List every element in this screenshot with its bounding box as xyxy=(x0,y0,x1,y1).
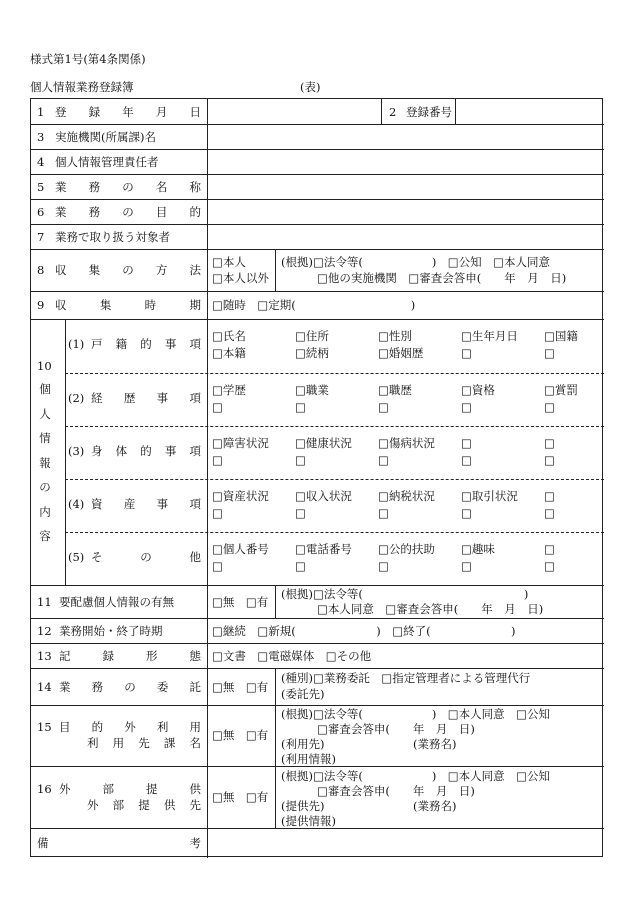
target-persons-field[interactable] xyxy=(209,225,603,248)
collection-self-checkbox[interactable]: □本人 xyxy=(212,255,246,269)
category-label: 戸 籍 的 事 項 xyxy=(91,337,201,351)
category-checkbox[interactable]: □住所 xyxy=(295,329,329,343)
department-field[interactable] xyxy=(209,125,603,148)
category-checkbox[interactable]: □続柄 xyxy=(295,346,329,360)
category-checkbox[interactable]: □ xyxy=(461,559,472,573)
category-checkbox[interactable]: □性別 xyxy=(378,329,412,343)
category-checkbox[interactable]: □ xyxy=(544,400,555,414)
remarks-label: 備 考 xyxy=(37,836,201,850)
manager-field[interactable] xyxy=(209,150,603,173)
row5-number: 5 xyxy=(37,180,45,194)
row4-label: 個人情報管理責任者 xyxy=(55,155,159,169)
registry-table xyxy=(30,98,603,857)
category-label: 身 体 的 事 項 xyxy=(91,444,201,458)
business-period-options[interactable]: □継続 □新規( ) □終了( ) xyxy=(212,624,516,638)
business-name-field[interactable] xyxy=(209,175,603,198)
row2-label: 登録番号 xyxy=(406,105,452,119)
category-checkbox[interactable]: □趣味 xyxy=(461,542,495,556)
category-checkbox[interactable]: □氏名 xyxy=(212,329,246,343)
category-label: そ の 他 xyxy=(91,550,201,564)
row3-label: 実施機関(所属課)名 xyxy=(55,130,156,144)
row15-label-1: 目 的 外 利 用 xyxy=(59,720,201,734)
row16-number: 16 xyxy=(37,782,52,796)
category-checkbox[interactable]: □生年月日 xyxy=(461,329,518,343)
category-checkbox[interactable]: □ xyxy=(544,506,555,520)
category-checkbox[interactable]: □公的扶助 xyxy=(378,542,435,556)
business-purpose-field[interactable] xyxy=(209,200,603,223)
category-checkbox[interactable]: □ xyxy=(295,400,306,414)
category-number: (3) xyxy=(68,444,85,458)
category-checkbox[interactable]: □ xyxy=(295,453,306,467)
category-checkbox[interactable]: □ xyxy=(544,436,555,450)
outsourcing-options[interactable]: □無 □有 xyxy=(212,680,269,694)
collection-basis-line1[interactable]: (根拠)□法令等( ) □公知 □本人同意 xyxy=(281,255,551,269)
category-checkbox[interactable]: □ xyxy=(378,506,389,520)
row5-label: 業 務 の 名 称 xyxy=(55,180,201,194)
category-checkbox[interactable]: □資格 xyxy=(461,383,495,397)
row11-label: 要配慮個人情報の有無 xyxy=(59,595,174,609)
external-use-info[interactable]: (利用情報) xyxy=(281,752,336,766)
outsourcing-contractor-line[interactable]: (委託先) xyxy=(281,687,325,701)
row15-label-2: 利 用 先 課 名 xyxy=(87,736,201,750)
category-checkbox[interactable]: □ xyxy=(212,506,223,520)
row2-number: 2 xyxy=(389,105,397,119)
row12-label: 業務開始・終了時期 xyxy=(59,624,163,638)
category-checkbox[interactable]: □ xyxy=(378,400,389,414)
category-number: (2) xyxy=(68,391,85,405)
category-checkbox[interactable]: □ xyxy=(544,559,555,573)
category-checkbox[interactable]: □ xyxy=(544,453,555,467)
category-checkbox[interactable]: □収入状況 xyxy=(295,489,352,503)
external-provision-business-name[interactable]: (業務名) xyxy=(413,799,457,813)
category-checkbox[interactable]: □ xyxy=(544,489,555,503)
external-provision-info[interactable]: (提供情報) xyxy=(281,814,336,828)
category-number: (4) xyxy=(68,497,85,511)
category-checkbox[interactable]: □障害状況 xyxy=(212,436,269,450)
external-use-destination[interactable]: (利用先) xyxy=(281,737,325,751)
row9-label: 収 集 時 期 xyxy=(55,298,201,312)
category-checkbox[interactable]: □資産状況 xyxy=(212,489,269,503)
external-use-options[interactable]: □無 □有 xyxy=(212,728,269,742)
registration-date-field[interactable] xyxy=(209,100,379,123)
category-checkbox[interactable]: □賞罰 xyxy=(544,383,578,397)
category-number: (1) xyxy=(68,337,85,351)
row6-label: 業 務 の 目 的 xyxy=(55,205,201,219)
category-number: (5) xyxy=(68,550,85,564)
category-checkbox[interactable]: □納税状況 xyxy=(378,489,435,503)
row7-number: 7 xyxy=(37,230,45,244)
external-provision-basis-line2[interactable]: □審査会答申( 年 月 日) xyxy=(317,784,475,798)
sensitive-info-options[interactable]: □無 □有 xyxy=(212,595,269,609)
category-checkbox[interactable]: □国籍 xyxy=(544,329,578,343)
row8-number: 8 xyxy=(37,263,45,277)
row16-label-1: 外 部 提 供 xyxy=(59,782,201,796)
row1-number: 1 xyxy=(37,105,45,119)
category-checkbox[interactable]: □ xyxy=(461,400,472,414)
row13-label: 記 録 形 態 xyxy=(59,649,201,663)
row12-number: 12 xyxy=(37,624,52,638)
external-use-basis-line2[interactable]: □審査会答申( 年 月 日) xyxy=(317,722,475,736)
record-format-options[interactable]: □文書 □電磁媒体 □その他 xyxy=(212,649,372,663)
category-label: 経 歴 事 項 xyxy=(91,391,201,405)
row4-number: 4 xyxy=(37,155,45,169)
external-use-basis-line1[interactable]: (根拠)□法令等( ) □本人同意 □公知 xyxy=(281,707,551,721)
external-provision-basis-line1[interactable]: (根拠)□法令等( ) □本人同意 □公知 xyxy=(281,769,551,783)
category-checkbox[interactable]: □ xyxy=(544,346,555,360)
category-checkbox[interactable]: □ xyxy=(461,453,472,467)
personal-info-content-label: 個人情報の内容 xyxy=(39,382,51,543)
external-provision-destination[interactable]: (提供先) xyxy=(281,799,325,813)
outsourcing-type-line[interactable]: (種別)□業務委託 □指定管理者による管理代行 xyxy=(281,671,531,685)
category-checkbox[interactable]: □健康状況 xyxy=(295,436,352,450)
category-checkbox[interactable]: □個人番号 xyxy=(212,542,269,556)
category-checkbox[interactable]: □職業 xyxy=(295,383,329,397)
category-checkbox[interactable]: □電話番号 xyxy=(295,542,352,556)
category-checkbox[interactable]: □ xyxy=(461,506,472,520)
sensitive-basis-line2[interactable]: □本人同意 □審査会答申( 年 月 日) xyxy=(317,602,544,616)
category-checkbox[interactable]: □職歴 xyxy=(378,383,412,397)
row7-label: 業務で取り扱う対象者 xyxy=(55,230,170,244)
category-checkbox[interactable]: □ xyxy=(461,436,472,450)
row9-number: 9 xyxy=(37,298,45,312)
row6-number: 6 xyxy=(37,205,45,219)
external-use-business-name[interactable]: (業務名) xyxy=(413,737,457,751)
row14-label: 業 務 の 委 託 xyxy=(59,680,201,694)
category-checkbox[interactable]: □ xyxy=(461,346,472,360)
category-checkbox[interactable]: □ xyxy=(212,453,223,467)
category-checkbox[interactable]: □ xyxy=(295,506,306,520)
form-number: 様式第1号(第4条関係) xyxy=(30,52,146,66)
row10-number: 10 xyxy=(37,359,52,373)
category-label: 資 産 事 項 xyxy=(91,497,201,511)
row13-number: 13 xyxy=(37,649,52,663)
category-checkbox[interactable]: □ xyxy=(212,559,223,573)
category-checkbox[interactable]: □ xyxy=(378,453,389,467)
row1-label: 登 録 年 月 日 xyxy=(55,105,201,119)
category-checkbox[interactable]: □取引状況 xyxy=(461,489,518,503)
row11-number: 11 xyxy=(37,595,52,609)
form-side: (表) xyxy=(300,80,321,94)
category-checkbox[interactable]: □ xyxy=(295,559,306,573)
remarks-field[interactable] xyxy=(209,829,603,856)
collection-other-checkbox[interactable]: □本人以外 xyxy=(212,271,269,285)
category-checkbox[interactable]: □学歴 xyxy=(212,383,246,397)
row8-label: 収 集 の 方 法 xyxy=(55,263,201,277)
registration-number-field[interactable] xyxy=(457,100,602,123)
category-checkbox[interactable]: □ xyxy=(212,400,223,414)
external-provision-options[interactable]: □無 □有 xyxy=(212,790,269,804)
form-title: 個人情報業務登録簿 xyxy=(30,80,134,94)
sensitive-basis-line1[interactable]: (根拠)□法令等( ) xyxy=(281,587,529,601)
category-checkbox[interactable]: □傷病状況 xyxy=(378,436,435,450)
row3-number: 3 xyxy=(37,130,45,144)
row16-label-2: 外 部 提 供 先 xyxy=(87,798,201,812)
row15-number: 15 xyxy=(37,720,52,734)
collection-timing-options[interactable]: □随時 □定期( ) xyxy=(212,298,416,312)
collection-basis-line2[interactable]: □他の実施機関 □審査会答申( 年 月 日) xyxy=(317,271,567,285)
category-checkbox[interactable]: □ xyxy=(544,542,555,556)
category-checkbox[interactable]: □本籍 xyxy=(212,346,246,360)
category-checkbox[interactable]: □ xyxy=(378,559,389,573)
category-checkbox[interactable]: □婚姻歴 xyxy=(378,346,424,360)
row14-number: 14 xyxy=(37,680,52,694)
